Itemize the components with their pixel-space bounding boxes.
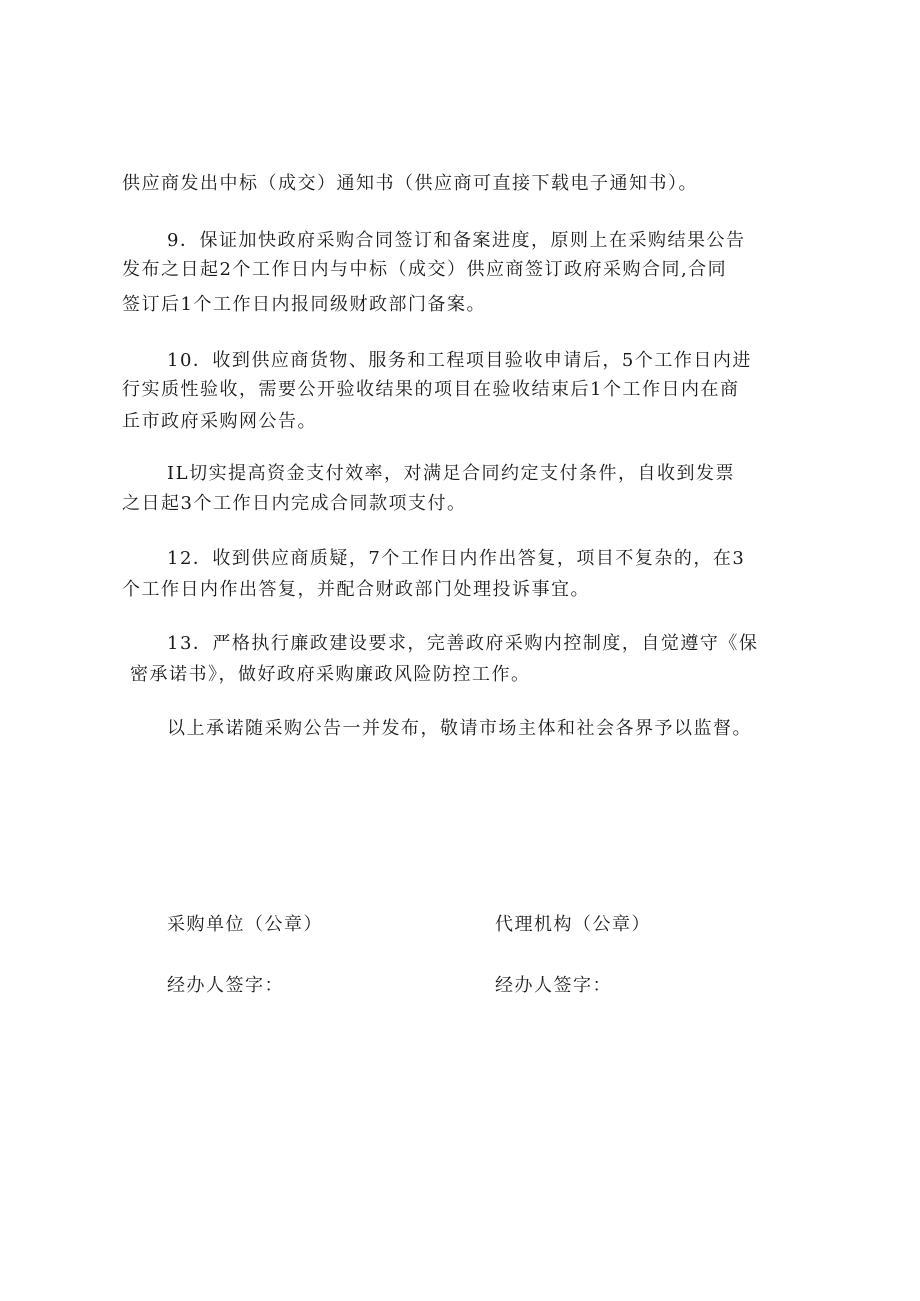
purchaser-signer-label: 经办人签字： [167, 975, 284, 996]
clause-13-line-1: 13．严格执行廉政建设要求，完善政府采购内控制度，自觉遵守《保 [167, 633, 759, 654]
clause-12-line-2: 个工作日内作出答复，并配合财政部门处理投诉事宜。 [122, 579, 590, 600]
purchaser-seal-label: 采购单位（公章） [167, 914, 323, 935]
clause-9-line-3: 签订后1个工作日内报同级财政部门备案。 [122, 294, 486, 315]
clause-10-line-3: 丘市政府采购网公告。 [122, 411, 317, 432]
clause-9-line-1: 9．保证加快政府采购合同签订和备案进度，原则上在采购结果公告 [167, 230, 746, 251]
clause-10-line-2: 行实质性验收，需要公开验收结果的项目在验收结束后1个工作日内在商 [122, 379, 740, 400]
clause-9-line-2: 发布之日起2个工作日内与中标（成交）供应商签订政府采购合同,合同 [122, 259, 728, 280]
agency-signer-label: 经办人签字： [495, 975, 612, 996]
clause-11-line-2: 之日起3个工作日内完成合同款项支付。 [122, 493, 467, 514]
closing-statement: 以上承诺随采购公告一并发布，敬请市场主体和社会各界予以监督。 [167, 718, 752, 739]
agency-seal-label: 代理机构（公章） [495, 914, 651, 935]
clause-10-line-1: 10．收到供应商货物、服务和工程项目验收申请后，5个工作日内进 [167, 350, 752, 371]
text-line: 供应商发出中标（成交）通知书（供应商可直接下载电子通知书）。 [122, 173, 698, 194]
clause-11-line-1: IL切实提高资金支付效率，对满足合同约定支付条件，自收到发票 [167, 463, 736, 484]
clause-12-line-1: 12．收到供应商质疑，7个工作日内作出答复，项目不复杂的，在3 [167, 548, 746, 569]
clause-13-line-2: 密承诺书》，做好政府采购廉政风险防控工作。 [130, 664, 531, 685]
